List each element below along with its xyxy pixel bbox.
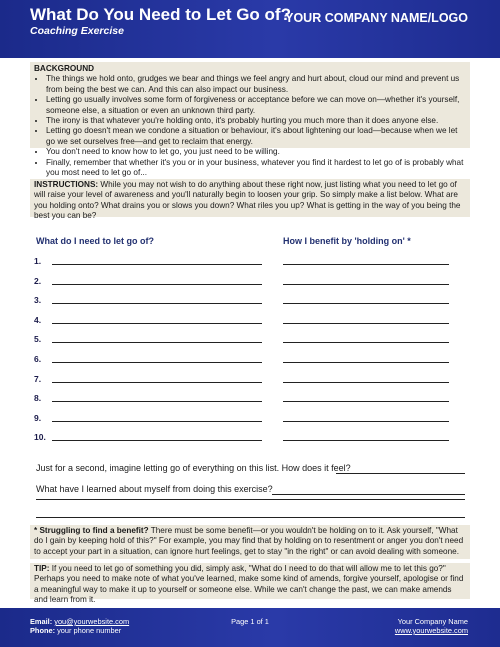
benefit-line[interactable] (283, 421, 449, 422)
let-go-line[interactable] (52, 382, 262, 383)
instructions-section (30, 179, 470, 221)
let-go-line[interactable] (52, 421, 262, 422)
benefit-line[interactable] (283, 303, 449, 304)
row-number: 1. (34, 256, 42, 266)
page-number: Page 1 of 1 (231, 617, 269, 626)
background-bullet: • You don't need to know how to let go, you just need to be willing. (46, 147, 466, 157)
row-number: 10. (34, 432, 46, 442)
question-imagine-line-2[interactable] (36, 499, 465, 500)
background-heading: BACKGROUND (34, 64, 95, 73)
benefit-line[interactable] (283, 440, 449, 441)
struggling-section (30, 525, 470, 559)
page-header (0, 0, 500, 58)
benefit-line[interactable] (283, 264, 449, 265)
background-bullet: • The irony is that whatever you're holding onto, it's probably hurting you much more than it does anyone else. (46, 116, 466, 126)
question-learned-line[interactable] (272, 494, 465, 495)
row-number: 8. (34, 393, 42, 403)
let-go-line[interactable] (52, 362, 262, 363)
let-go-line[interactable] (52, 401, 262, 402)
row-number: 2. (34, 276, 42, 286)
background-list (34, 74, 466, 178)
let-go-line[interactable] (52, 284, 262, 285)
column-heading-benefit: How I benefit by 'holding on' * (283, 236, 411, 246)
tip-label: TIP: (34, 564, 50, 573)
background-bullet: • The things we hold onto, grudges we bear and things we feel angry and hurt about, cloud our mind and prevent us from being the best we can. And this can also impact our business. (46, 74, 466, 95)
question-learned-line-2[interactable] (36, 517, 465, 518)
background-bullet: • Letting go usually involves some form of forgiveness or acceptance before we can move on—whether it's yourself, someone else, a situation or even an unknown third party. (46, 95, 466, 116)
background-bullet: • Finally, remember that whether it's you or in your business, whatever you find it hardest to let go of is probably what you most need to let go of... (46, 158, 466, 179)
question-imagine-line[interactable] (336, 473, 465, 474)
benefit-line[interactable] (283, 401, 449, 402)
phone-label: Phone: (30, 626, 56, 635)
tip-text: If you need to let go of something you did, simply ask, "What do I need to do that will allow me to let this go?" Perhaps you need to make note of what you've learned, make some kind of amends, forgive yourself, apologise or find a meaningful way to make it up to yourself or someone else. While we can't change the past, we can make amends and learn from it. (34, 564, 464, 605)
row-number: 3. (34, 295, 42, 305)
background-section (30, 62, 470, 178)
page-title: What Do You Need to Let Go of? (30, 5, 291, 24)
page-subtitle: Coaching Exercise (30, 25, 124, 37)
benefit-line[interactable] (283, 284, 449, 285)
company-name: Your Company Name (397, 617, 468, 626)
question-learned: What have I learned about myself from doing this exercise? (36, 484, 273, 494)
benefit-line[interactable] (283, 362, 449, 363)
email-link[interactable]: you@yourwebsite.com (54, 617, 130, 626)
instructions-label: INSTRUCTIONS: (34, 180, 99, 189)
footer-company (395, 617, 468, 635)
phone-number: your phone number (57, 626, 122, 635)
let-go-line[interactable] (52, 342, 262, 343)
page-footer (0, 608, 500, 647)
struggling-label: * Struggling to find a benefit? (34, 526, 149, 535)
let-go-line[interactable] (52, 264, 262, 265)
question-imagine: Just for a second, imagine letting go of everything on this list. How does it feel? (36, 463, 351, 473)
benefit-line[interactable] (283, 382, 449, 383)
row-number: 9. (34, 413, 42, 423)
column-heading-let-go: What do I need to let go of? (36, 236, 154, 246)
instructions-text: While you may not wish to do anything about these right now, just listing what you need to let go of will raise your level of awareness and you'll naturally begin to loosen your grip. So simply make a list below. What are you holding onto? What drains you or slows you down? What riles you up? What is getting in the way of you being the best you can be? (34, 180, 461, 221)
benefit-line[interactable] (283, 342, 449, 343)
struggling-text: There must be some benefit—or you wouldn't be holding on to it. Ask yourself, "What do I gain by keeping hold of this?" For example, you may find that by holding on to resentment or anger you don't need to accept your part in a situation, can ignore hurt feelings, get to stay "in the right" or can avoid dealing with someone. (34, 526, 464, 556)
tip-section (30, 563, 470, 605)
row-number: 5. (34, 334, 42, 344)
row-number: 7. (34, 374, 42, 384)
row-number: 6. (34, 354, 42, 364)
email-label: Email: (30, 617, 53, 626)
row-number: 4. (34, 315, 42, 325)
background-bullet: • Letting go doesn't mean we condone a situation or behaviour, it's about lightening our load—because when we let go we set ourselves free—and get to reclaim that energy. (46, 126, 466, 147)
let-go-line[interactable] (52, 303, 262, 304)
company-logo: YOUR COMPANY NAME/LOGO (285, 11, 468, 25)
let-go-line[interactable] (52, 323, 262, 324)
let-go-line[interactable] (52, 440, 262, 441)
website-link[interactable]: www.yourwebsite.com (394, 626, 468, 635)
benefit-line[interactable] (283, 323, 449, 324)
